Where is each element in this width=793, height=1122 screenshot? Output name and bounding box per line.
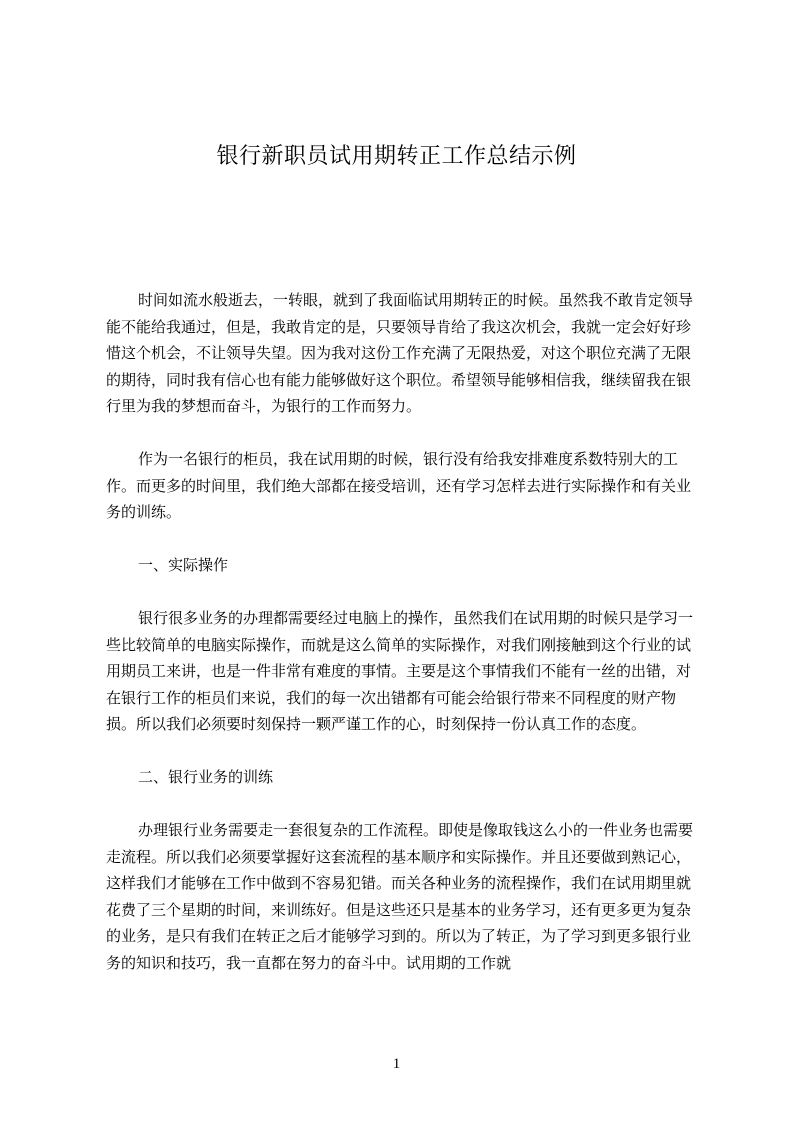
paragraph-practical-operation: 银行很多业务的办理都需要经过电脑上的操作，虽然我们在试用期的时候只是学习一些比较简单的电脑实际操作，而就是这么简单的实际操作，对我们刚接触到这个行业的试用期员工来讲，也是一件非常有难度的事情。主要是这个事情我们不能有一丝的出错，对在银行工作的柜员们来说，我们的每一次出错都有可能会给银行带来不同程度的财产物损。所以我们必须要时刻保持一颗严谨工作的心，时刻保持一份认真工作的态度。 (106, 609, 694, 733)
section-heading-practical-operation: 一、实际操作 (138, 556, 229, 574)
paragraph-teller-role: 作为一名银行的柜员，我在试用期的时候，银行没有给我安排难度系数特别大的工作。而更多的时间里，我们绝大部都在接受培训，还有学习怎样去进行实际操作和有关业务的训练。 (106, 450, 692, 521)
page-number: 1 (392, 1056, 401, 1072)
paragraph-business-training: 办理银行业务需要走一套很复杂的工作流程。即使是像取钱这么小的一件业务也需要走流程。所以我们必须要掌握好这套流程的基本顺序和实际操作。并且还要做到熟记心，这样我们才能够在工作中做到不容易犯错。而关各种业务的流程操作，我们在试用期里就花费了三个星期的时间，来训练好。但是这些还只是基本的业务学习，还有更多更为复杂的业务，是只有我们在转正之后才能够学习到的。所以为了转正，为了学习到更多银行业务的知识和技巧，我一直都在努力的奋斗中。试用期的工作就 (106, 821, 694, 972)
document-body (106, 287, 698, 1003)
section-heading-business-training: 二、银行业务的训练 (138, 768, 274, 786)
document-title: 银行新职员试用期转正工作总结示例 (216, 144, 577, 169)
paragraph-intro: 时间如流水般逝去，一转眼，就到了我面临试用期转正的时候。虽然我不敢肯定领导能不能给我通过，但是，我敢肯定的是，只要领导肯给了我这次机会，我就一定会好好珍惜这个机会，不让领导失望。因为我对这份工作充满了无限热爱，对这个职位充满了无限的期待，同时我有信心也有能力能够做好这个职位。希望领导能够相信我，继续留我在银行里为我的梦想而奋斗，为银行的工作而努力。 (106, 291, 694, 415)
